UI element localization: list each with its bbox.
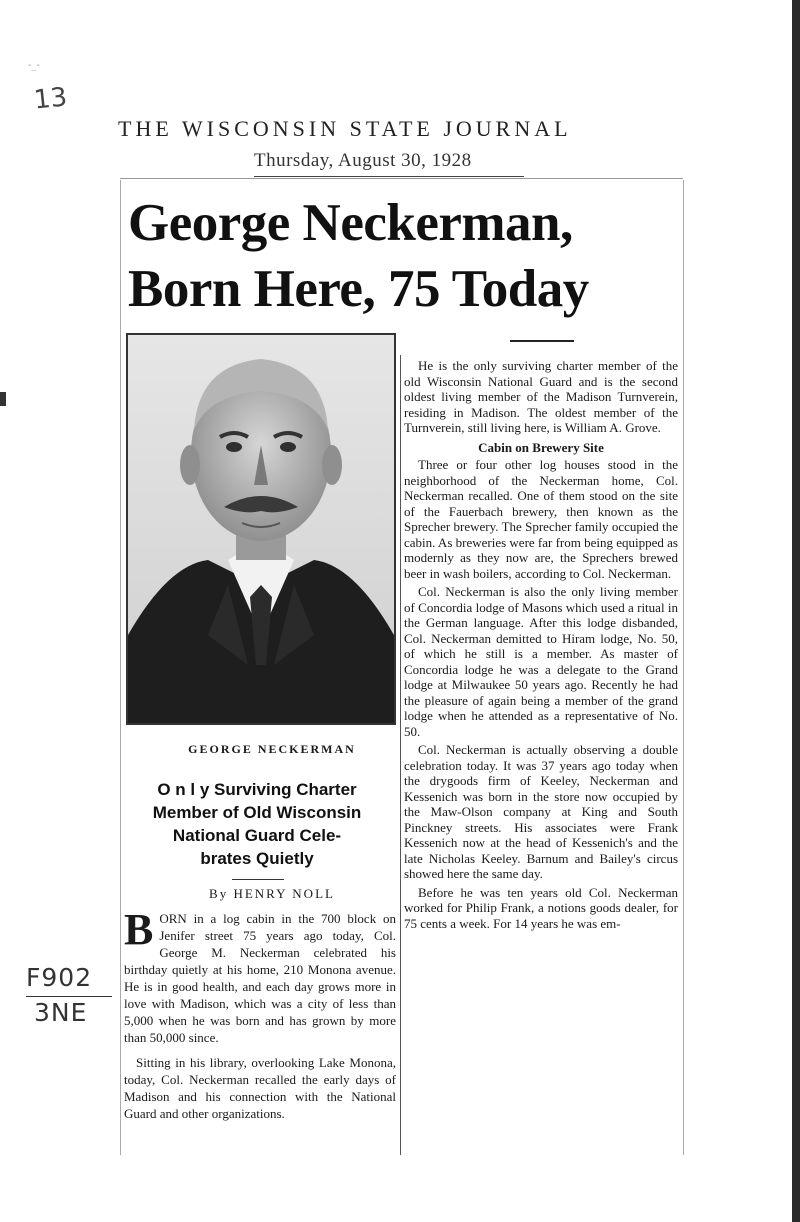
paragraph-text: ORN in a log cabin in the 700 block on Jenifer street 75 years ago today, Col. George M. Neckerman celebrated his birthday quietly at his home, 210 Monona avenue. He is in good health, and each day grows more in love with Madison, which was a city of less than 5,000 when he was born and has grown by more than 50,000 since. bbox=[124, 911, 396, 1045]
subheadline-line: brates Quietly bbox=[200, 849, 314, 868]
article-paragraph bbox=[124, 905, 396, 1046]
dateline: Thursday, August 30, 1928 bbox=[254, 150, 524, 177]
article-paragraph: Col. Neckerman is actually observing a double celebration today. It was 37 years ago today when the drygoods firm of Keeley, Neckerman and Kessenich was born in the store now occupied by the Maw-Olson company at King and South Pinckney streets. His associates were Frank Kessenich now at the head of Kessenich's and the late Nicholas Keeley. Barnum and Bailey's circus showed here the same day. bbox=[404, 742, 678, 881]
clipping-border-top bbox=[120, 178, 683, 179]
column-divider bbox=[400, 355, 401, 1155]
article-paragraph: Before he was ten years old Col. Neckerman worked for Philip Frank, a notions goods dealer, for 75 cents a week. For 14 years he was em- bbox=[404, 884, 678, 931]
scan-edge-right bbox=[792, 0, 800, 1222]
clipping-border-right bbox=[683, 180, 684, 1155]
article-paragraph: Col. Neckerman is also the only living member of Concordia lodge of Masons which used a ritual in the German language. After this lodge disbanded, Col. Neckerman demitted to Hiram lodge, No. 50, of which he still is a member. As master of Concordia lodge he was a delegate to the Grand lodge at Milwaukee 50 years ago. Recently he had the pleasure of again being a member of the grand lodge when he attended as a representative of No. 50. bbox=[404, 584, 678, 739]
subheadline-line: National Guard Cele- bbox=[172, 826, 342, 845]
subhead-rule bbox=[232, 879, 284, 880]
archive-code: F902 bbox=[26, 962, 112, 997]
newspaper-masthead: THE WISCONSIN STATE JOURNAL bbox=[118, 116, 572, 141]
portrait-photo bbox=[126, 333, 396, 725]
clipping-border-left bbox=[120, 180, 121, 1155]
article-column-right bbox=[404, 358, 678, 934]
handwritten-page-number: 13 bbox=[32, 82, 69, 116]
headline-line-2: Born Here, 75 Today bbox=[128, 260, 589, 318]
subheadline-line: O n l y Surviving Charter bbox=[157, 780, 357, 799]
subheadline-line: Member of Old Wisconsin bbox=[152, 803, 362, 822]
portrait-illustration bbox=[128, 335, 394, 723]
article-paragraph: Sitting in his library, overlooking Lake Monona, today, Col. Neckerman recalled the early days of Madison and his connection with the National Guard and other organizations. bbox=[124, 1055, 396, 1121]
headline-rule bbox=[510, 340, 574, 342]
subheadline bbox=[122, 778, 392, 870]
corner-mark: -_- bbox=[28, 60, 40, 71]
byline: By HENRY NOLL bbox=[209, 886, 335, 901]
archive-subcode: 3NE bbox=[34, 998, 88, 1027]
photo-caption: GEORGE NECKERMAN bbox=[188, 742, 356, 756]
drop-cap: B bbox=[124, 905, 154, 954]
article-paragraph: Three or four other log houses stood in the neighborhood of the Neckerman home, Col. Neckerman recalled. One of them stood on the site of the Fauerbach brewery, then known as the Sprecher brewery. The Sprecher family occupied the cabin. As breweries were far from being equipped as modernly as they now are, the Sprechers brewed beer in wash boilers, according to Col. Neckerman. bbox=[404, 457, 678, 581]
headline bbox=[128, 190, 688, 322]
handwritten-archive-code bbox=[26, 962, 112, 1029]
headline-line-1: George Neckerman, bbox=[128, 194, 573, 252]
article-paragraph: He is the only surviving charter member of the old Wisconsin National Guard and is the second oldest living member of the Madison Turnverein, residing in Madison. The oldest member of the Turnverein, still living here, is William A. Grove. bbox=[404, 358, 678, 435]
article-column-left bbox=[124, 905, 396, 1130]
section-heading: Cabin on Brewery Site bbox=[478, 439, 604, 455]
scan-mark-left bbox=[0, 392, 6, 406]
